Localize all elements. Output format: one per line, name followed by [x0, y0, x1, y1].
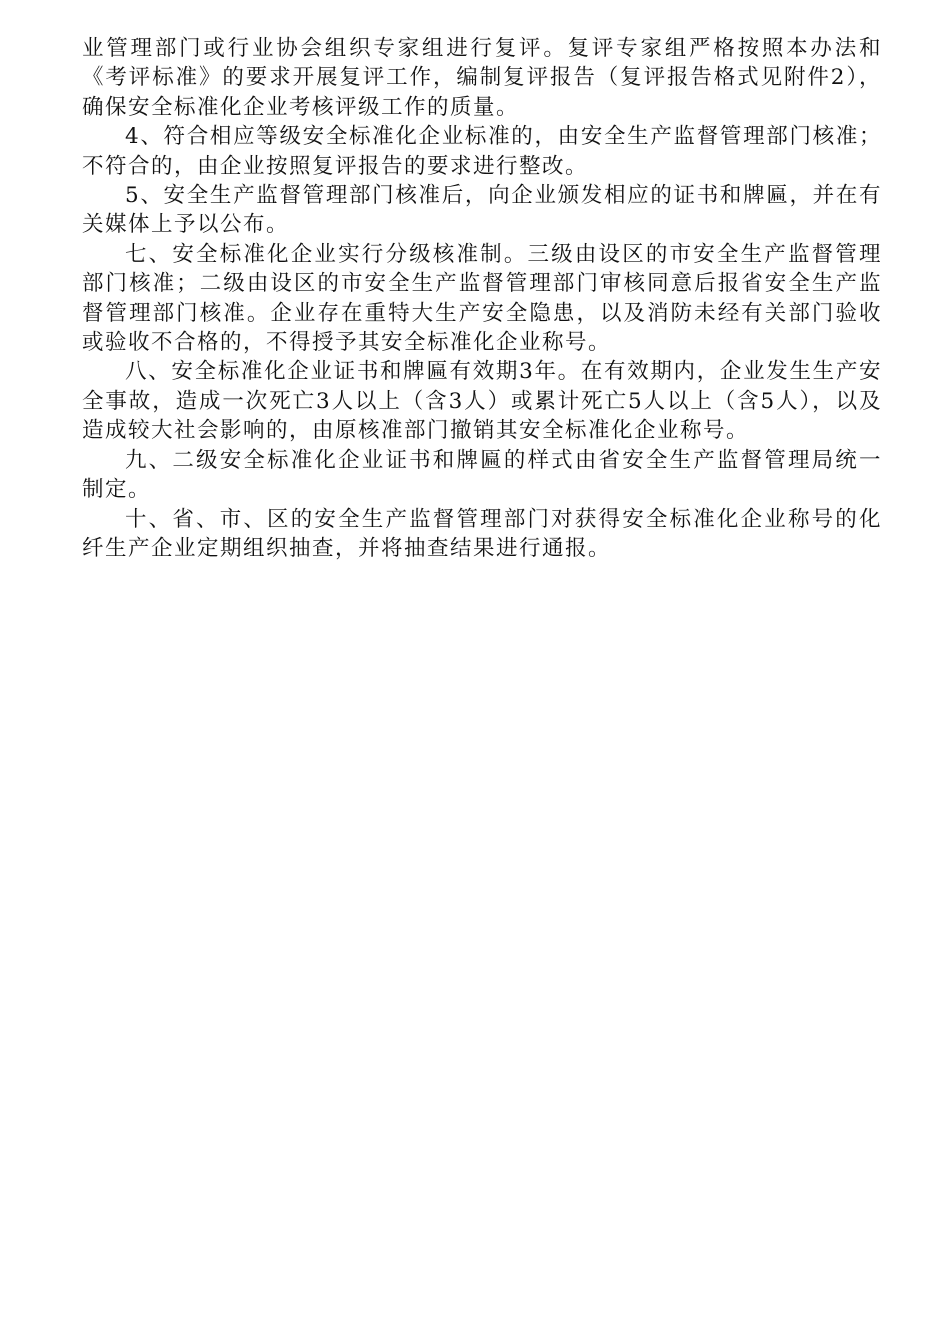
paragraph-section-7: 七、安全标准化企业实行分级核准制。三级由设区的市安全生产监督管理部门核准；二级由设区的市安全生产监督管理部门审核同意后报省安全生产监督管理部门核准。企业存在重特大生产安全隐患，以及消防未经有关部门验收或验收不合格的，不得授予其安全标准化企业称号。: [82, 241, 882, 356]
paragraph-section-10: 十、省、市、区的安全生产监督管理部门对获得安全标准化企业称号的化纤生产企业定期组织抽查，并将抽查结果进行通报。: [82, 506, 882, 561]
paragraph-item-4: 4、符合相应等级安全标准化企业标准的，由安全生产监督管理部门核准；不符合的，由企业按照复评报告的要求进行整改。: [82, 124, 882, 179]
paragraph-section-9: 九、二级安全标准化企业证书和牌匾的样式由省安全生产监督管理局统一制定。: [82, 447, 882, 503]
paragraph-section-8: 八、安全标准化企业证书和牌匾有效期3年。在有效期内，企业发生生产安全事故，造成一次死亡3人以上（含3人）或累计死亡5人以上（含5人），以及造成较大社会影响的，由原核准部门撤销其安全标准化企业称号。: [82, 359, 882, 444]
document-body: [82, 34, 882, 563]
paragraph-continuation: 业管理部门或行业协会组织专家组进行复评。复评专家组严格按照本办法和《考评标准》的要求开展复评工作，编制复评报告（复评报告格式见附件2），确保安全标准化企业考核评级工作的质量。: [82, 36, 882, 120]
paragraph-item-5: 5、安全生产监督管理部门核准后，向企业颁发相应的证书和牌匾，并在有关媒体上予以公布。: [82, 183, 882, 238]
